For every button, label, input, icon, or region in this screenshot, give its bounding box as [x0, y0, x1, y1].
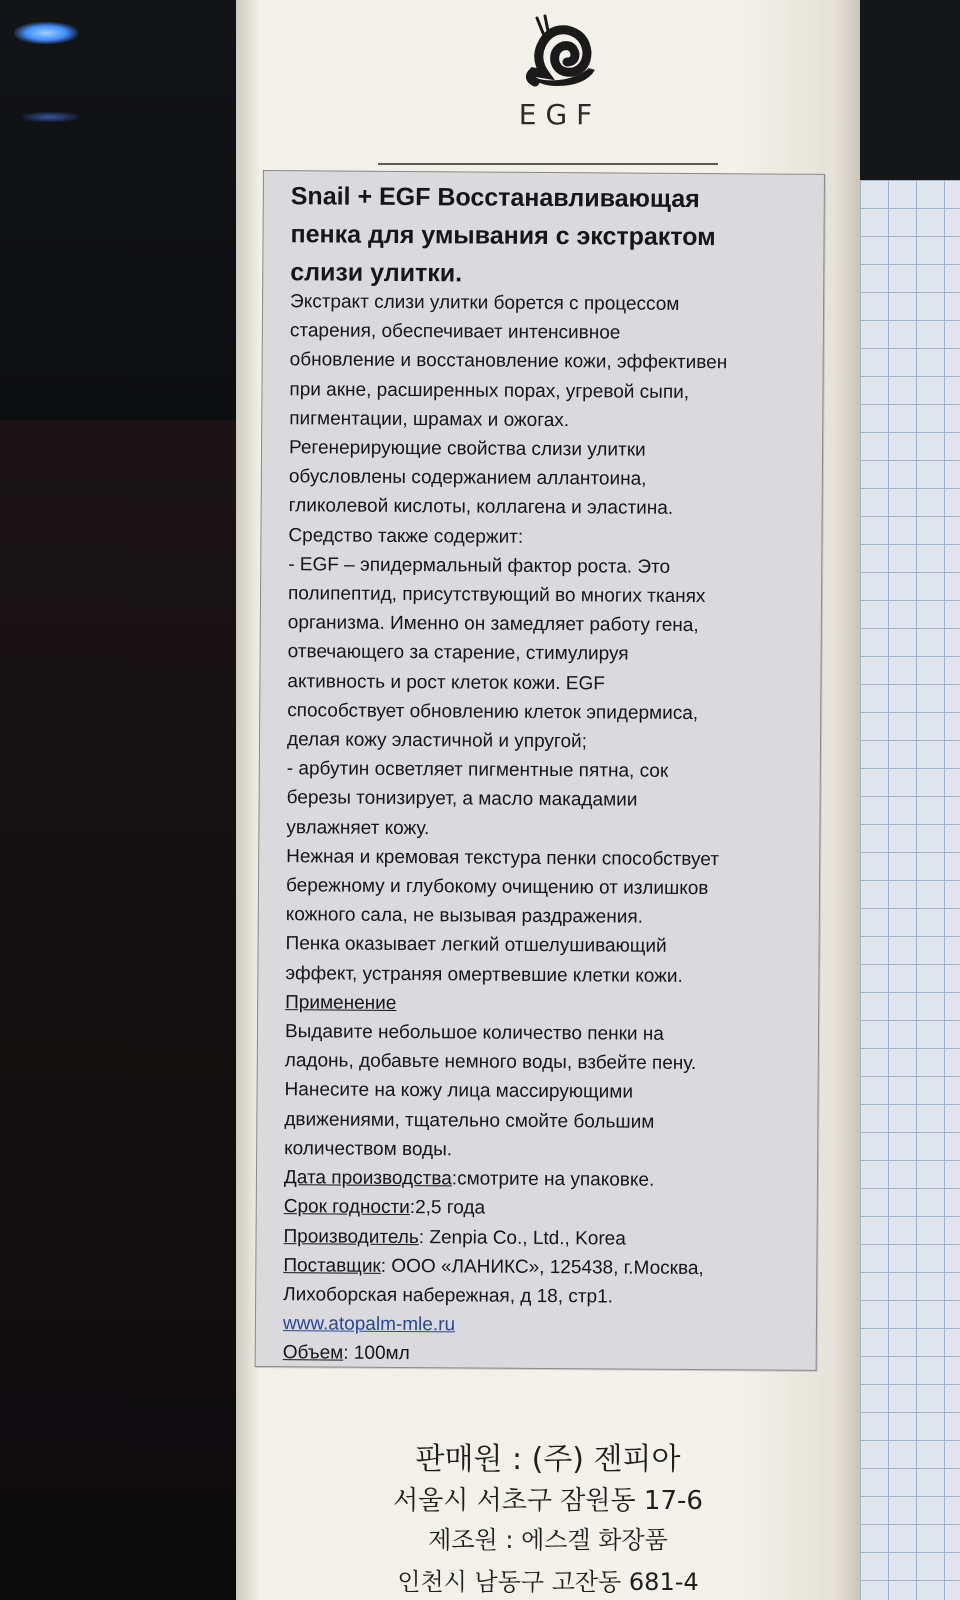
manufacturer — [283, 1222, 815, 1255]
snail-shell-icon — [515, 8, 605, 88]
shelf-life — [284, 1192, 816, 1225]
usage-line: Выдавите небольшое количество пенки на — [284, 1021, 664, 1045]
laptop-corner — [858, 0, 960, 200]
volume-label: Объем — [282, 1342, 344, 1364]
body-line: березы тонизирует, а масло макадамии — [286, 787, 638, 812]
production-date — [284, 1163, 816, 1196]
body-line: гликолевой кислоты, коллагена и эластина. — [288, 495, 674, 520]
body-line: эффект, устраняя омертвевшие клетки кожи. — [285, 962, 683, 987]
manufacturer-value: : Zenpia Co., Ltd., Korea — [418, 1226, 626, 1250]
supplier — [283, 1251, 815, 1284]
maker-address: 인천시 남동구 고잔동 681-4 — [397, 1568, 699, 1596]
body-line: обусловлены содержанием аллантоина, — [288, 466, 647, 490]
website-link[interactable]: www.atopalm-mle.ru — [282, 1313, 456, 1336]
body-line: полипептид, присутствующий во многих тканях — [287, 583, 706, 608]
body-line: организма. Именно он замедляет работу гена, — [287, 612, 699, 637]
seller-line: 판매원 : (주) 젠피아 — [415, 1442, 681, 1477]
divider-line — [378, 163, 718, 165]
body-line: бережному и глубокому очищению от излишков — [285, 875, 709, 900]
body-line: Регенерирующие свойства слизи улитки — [288, 437, 646, 461]
production-date-value: :смотрите на упаковке. — [451, 1168, 655, 1191]
body-line: Экстракт слизи улитки борется с процессом — [290, 291, 680, 315]
brand-logo — [510, 8, 610, 158]
supplier-label: Поставщик — [283, 1254, 381, 1277]
usage-line: количеством воды. — [284, 1138, 453, 1161]
production-date-label: Дата производства — [283, 1167, 452, 1190]
usage-heading: Применение — [285, 992, 397, 1014]
graph-paper — [860, 180, 960, 1600]
shelf-life-value: :2,5 года — [409, 1197, 486, 1219]
body-line: пигментации, шрамах и ожогах. — [289, 408, 570, 431]
title-line: пенка для умывания с экстрактом — [290, 220, 716, 252]
body-line: увлажняет кожу. — [286, 816, 430, 839]
body-line: при акне, расширенных порах, угревой сыпи, — [289, 378, 690, 403]
body-line: способствует обновлению клеток эпидермиса, — [287, 700, 699, 724]
body-line: обновление и восстановление кожи, эффективен — [289, 349, 728, 374]
body-line: Средство также содержит: — [288, 524, 524, 548]
body-line: старения, обеспечивает интенсивное — [289, 320, 621, 344]
supplier-address: Лихоборская набережная, д 18, стр1. — [283, 1284, 614, 1308]
maker-line: 제조원 : 에스겔 화장품 — [428, 1526, 668, 1554]
blue-led-light — [14, 22, 78, 44]
usage-line: Нанесите на кожу лица массирующими — [284, 1079, 634, 1104]
volume-value: : 100мл — [343, 1342, 410, 1365]
label-body — [283, 287, 823, 1371]
brand-name: EGF — [518, 98, 602, 131]
seller-address: 서울시 서초구 잠원동 17-6 — [393, 1486, 703, 1516]
body-line: Нежная и кремовая текстура пенки способствует — [286, 846, 720, 871]
volume — [283, 1338, 815, 1371]
body-line: кожного сала, не вызывая раздражения. — [285, 904, 644, 928]
title-line: слизи улитки. — [290, 258, 463, 288]
body-line: Пенка оказывает легкий отшелушивающий — [285, 933, 667, 958]
shelf-life-label: Срок годности — [283, 1196, 410, 1219]
title-line: Snail + EGF Восстанавливающая — [290, 182, 700, 214]
laptop-surface-lower — [0, 420, 250, 1600]
laptop-surface — [0, 0, 250, 420]
manufacturer-label: Производитель — [283, 1225, 419, 1248]
russian-sticker-label — [255, 170, 825, 1371]
supplier-value: : ООО «ЛАНИКС», 125438, г.Москва, — [380, 1255, 704, 1279]
dim-led-light — [22, 112, 78, 122]
usage-line: движениями, тщательно смойте большим — [284, 1108, 655, 1133]
body-line: делая кожу эластичной и упругой; — [286, 729, 588, 753]
body-line: активность и рост клеток кожи. EGF — [287, 670, 605, 695]
body-line: отвечающего за старение, стимулируя — [287, 641, 629, 666]
product-title — [290, 177, 821, 295]
usage-line: ладонь, добавьте немного воды, взбейте пену. — [284, 1050, 697, 1075]
body-line: - арбутин осветляет пигментные пятна, сок — [286, 758, 669, 783]
body-line: - EGF – эпидермальный фактор роста. Это — [288, 554, 671, 578]
